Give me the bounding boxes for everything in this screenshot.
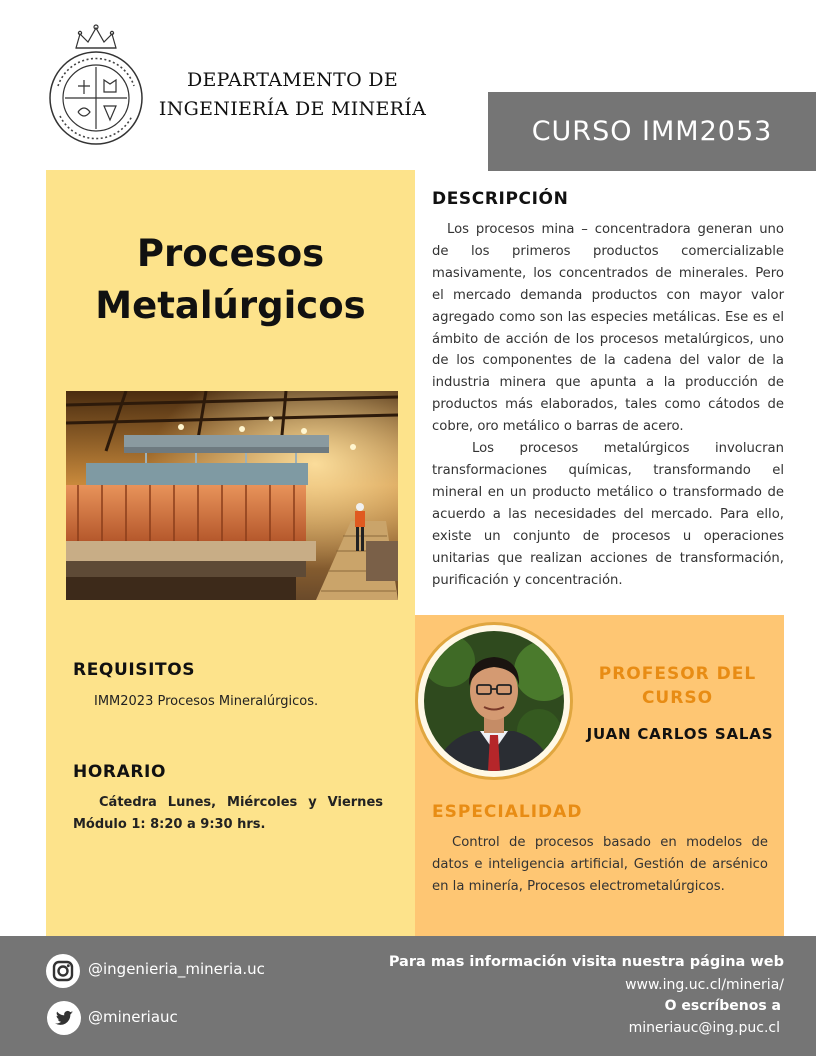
course-title-line-2: Metalúrgicos — [95, 284, 366, 327]
description-paragraph-2: Los procesos metalúrgicos involucran transformaciones químicas, transformando el mineral en un producto metálico o transformado de acuerdo a las necesidades del mercado. Para ello, existe un conjunto de procesos u operaciones unitarias que realizan acciones de transformación, purificación y concentración. — [432, 441, 784, 588]
course-code: CURSO IMM2053 — [531, 116, 773, 147]
course-title — [46, 228, 415, 332]
description-paragraph-1: Los procesos mina – concentradora generan uno de los primeros productos comercializable masivamente, los concentrados de minerales. Pero el mercado demanda productos con mayor valor agregado como son las especies metálicas. Ese es el ámbito de acción de los procesos metalúrgicos, uno de los componentes de la cadena del valor de la industria minera que apunta a la producción de productos más elaborados, tales como cátodos de cobre, oro metálico o barras de acero. — [432, 222, 784, 435]
course-code-banner — [488, 92, 816, 171]
professor-name: JUAN CARLOS SALAS — [586, 725, 774, 743]
course-title-line-1: Procesos — [136, 232, 325, 275]
specialty-heading: ESPECIALIDAD — [432, 802, 583, 822]
write-us-line: O escríbenos a — [664, 998, 781, 1014]
requirements-text: IMM2023 Procesos Mineralúrgicos. — [94, 694, 319, 709]
footer — [0, 936, 816, 1056]
instagram-handle[interactable]: @ingenieria_mineria.uc — [88, 960, 265, 978]
department-name — [150, 66, 435, 124]
schedule-text: Cátedra Lunes, Miércoles y Viernes Módulo 1: 8:20 a 9:30 hrs. — [73, 795, 383, 832]
twitter-handle[interactable]: @mineriauc — [88, 1008, 178, 1026]
specialty-text: Control de procesos basado en modelos de datos e inteligencia artificial, Gestión de arsénico en la minería, Procesos electrometalúrgicos. — [432, 835, 768, 894]
electrowinning-plant-photo — [66, 391, 398, 600]
schedule-heading: HORARIO — [73, 762, 166, 782]
info-line: Para mas información visita nuestra página web — [388, 954, 784, 970]
professor-portrait — [424, 631, 564, 771]
instagram-icon[interactable] — [45, 953, 81, 989]
requirements-heading: REQUISITOS — [73, 660, 196, 680]
description-heading: DESCRIPCIÓN — [432, 189, 569, 209]
twitter-icon[interactable] — [46, 1000, 82, 1036]
department-line-1: DEPARTAMENTO DE — [186, 69, 399, 91]
university-seal-logo — [48, 22, 144, 150]
email-link[interactable]: mineriauc@ing.puc.cl — [628, 1020, 780, 1036]
department-line-2: INGENIERÍA DE MINERÍA — [158, 98, 427, 120]
description-body — [432, 219, 784, 591]
professor-heading: PROFESOR DEL CURSO — [598, 664, 757, 708]
website-link[interactable]: www.ing.uc.cl/mineria/ — [625, 977, 784, 993]
